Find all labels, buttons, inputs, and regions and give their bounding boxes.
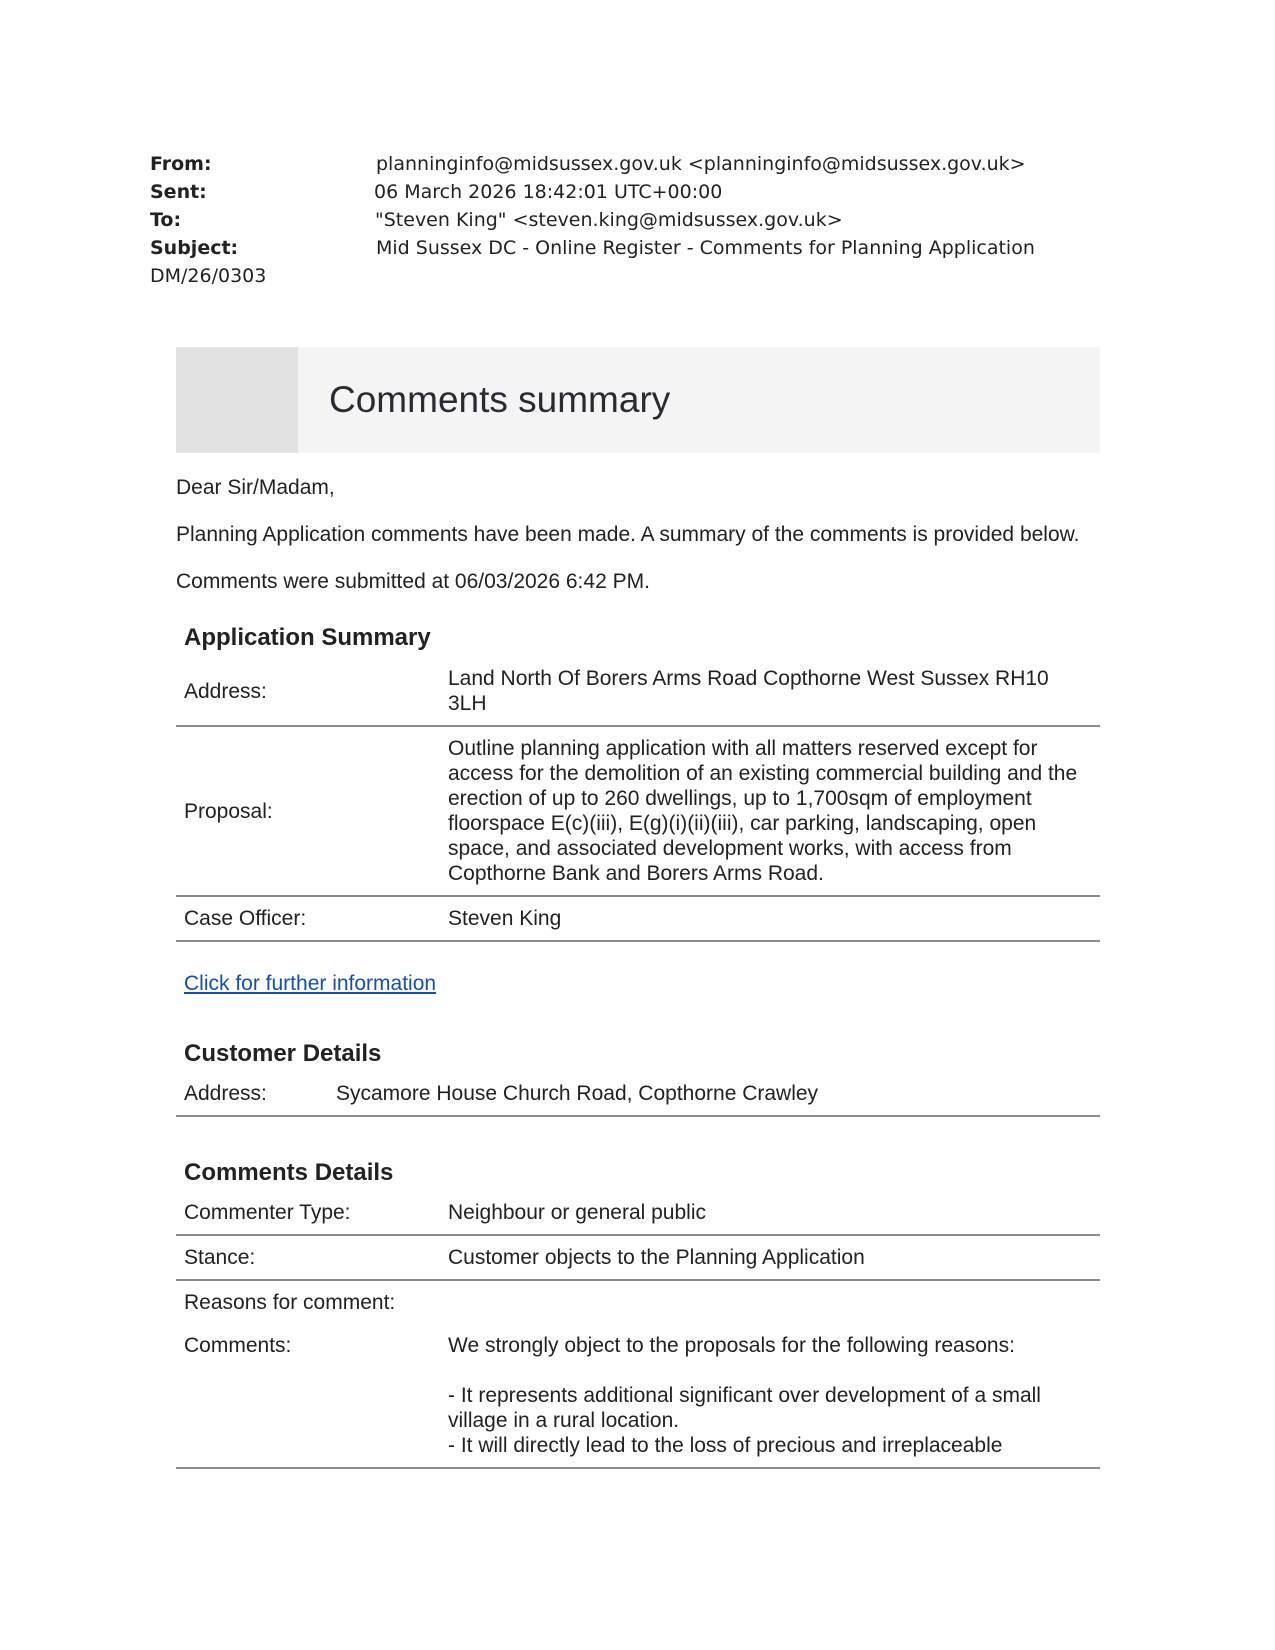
to-value: "Steven King" <steven.king@midsussex.gov.uk> [375,209,843,231]
banner [176,347,1100,453]
application-summary-title: Application Summary [184,624,431,651]
subject-wrap: DM/26/0303 [150,265,267,287]
customer-details-title: Customer Details [184,1040,382,1067]
comments-details-title: Comments Details [184,1159,394,1186]
submitted-text: Comments were submitted at 06/03/2026 6:42 PM. [176,570,650,593]
from-label: From: [150,153,212,175]
stance-label: Stance: [176,1235,440,1280]
from-value: planninginfo@midsussex.gov.uk <planninginfo@midsussex.gov.uk> [376,153,1026,175]
table-row [176,896,1100,941]
proposal-label: Proposal: [176,726,440,896]
address-label: Address: [176,657,440,726]
table-row [176,1235,1100,1280]
greeting: Dear Sir/Madam, [176,476,335,499]
sent-label: Sent: [150,181,207,203]
application-summary-table [176,657,1100,942]
to-label: To: [150,209,182,231]
subject-label: Subject: [150,237,239,259]
case-officer-label: Case Officer: [176,896,440,941]
case-officer-value: Steven King [440,896,1100,941]
table-row [176,1324,1100,1468]
sent-value: 06 March 2026 18:42:01 UTC+00:00 [374,181,723,203]
subject-value: Mid Sussex DC - Online Register - Comments for Planning Application [376,237,1035,259]
customer-details-table [176,1072,1100,1117]
reasons-value [440,1280,1100,1324]
address-value: Land North Of Borers Arms Road Copthorne West Sussex RH10 3LH [440,657,1100,726]
commenter-type-value: Neighbour or general public [440,1191,1100,1235]
further-info-link[interactable]: Click for further information [184,972,437,995]
comments-details-table [176,1191,1100,1469]
customer-address-label: Address: [176,1072,328,1116]
table-row [176,657,1100,726]
further-info-row [176,972,1100,996]
email-body [176,347,1100,1469]
commenter-type-label: Commenter Type: [176,1191,440,1235]
banner-accent [176,347,298,453]
stance-value: Customer objects to the Planning Application [440,1235,1100,1280]
table-row [176,1191,1100,1235]
table-row [176,1072,1100,1116]
banner-title: Comments summary [329,379,671,420]
table-row [176,726,1100,896]
table-row [176,1280,1100,1324]
customer-address-value: Sycamore House Church Road, Copthorne Crawley [328,1072,1100,1116]
summary-text: Planning Application comments have been made. A summary of the comments is provided below. [176,523,1080,546]
proposal-value: Outline planning application with all matters reserved except for access for the demolition of an existing commercial building and the erection of up to 260 dwellings, up to 1,700sqm of employment floorspace E(c)(iii), E(g)(i)(ii)(iii), car parking, landscaping, open space, and associated development works, with access from Copthorne Bank and Borers Arms Road. [440,726,1100,896]
comments-value: We strongly object to the proposals for the following reasons: - It represents additional significant over development of a small village in a rural location. - It will directly lead to the loss of precious and irreplaceable [440,1324,1100,1468]
comments-label: Comments: [176,1324,440,1468]
reasons-label: Reasons for comment: [184,1291,396,1314]
